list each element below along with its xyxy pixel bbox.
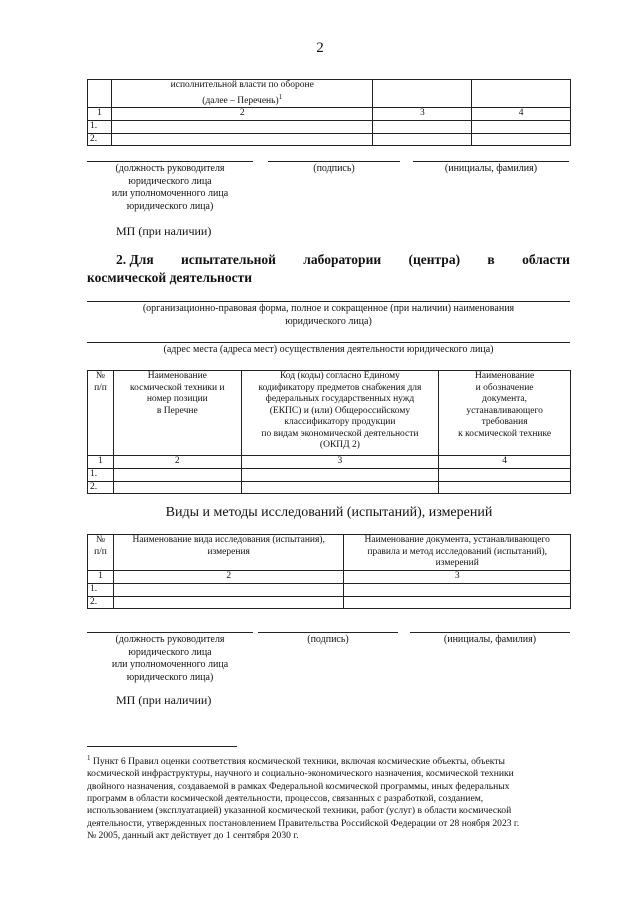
org-name-line (87, 301, 570, 302)
position-caption: (должность руководителя юридического лица или уполномоченного лица юридического лица) (111, 634, 229, 683)
name-caption: (инициалы, фамилия) (444, 163, 538, 174)
signature-caption: (подпись) (313, 163, 355, 174)
header-cell: № п/п (88, 371, 114, 456)
name-caption: (инициалы, фамилия) (443, 634, 537, 645)
table-row (88, 456, 571, 469)
name-line (410, 632, 570, 633)
table-row (88, 121, 571, 134)
table-cell: 1 (88, 571, 114, 584)
section-heading: 2. Для испытательной лаборатории (центра) в области (116, 252, 570, 267)
table-cell: 1. (88, 469, 114, 482)
table-cell: 2 (113, 456, 241, 469)
table-cell: исполнительной власти по обороне (далее – Перечень)$^1$ (111, 80, 372, 108)
table-row (88, 108, 571, 121)
equipment-table (87, 370, 571, 494)
header-cell: Код (коды) согласно Единому кодификатору предметов снабжения для федеральных государственных нужд (ЕКПС) и (или) Общероссийскому классификатору продукции по видам экономической деятельности (ОКПД 2) (241, 371, 439, 456)
footnote-marker: 1 (87, 754, 91, 762)
table-row (88, 481, 571, 494)
header-cell: Наименование и обозначение документа, устанавливающего требования к космической технике (439, 371, 571, 456)
section-heading-cont: космической деятельности (87, 270, 252, 285)
signature-caption: (подпись) (307, 634, 349, 645)
table-header-row (88, 371, 571, 456)
table-cell: 3 (344, 571, 571, 584)
footnote-separator (87, 746, 237, 747)
table-cell: 1. (88, 121, 112, 134)
header-cell: Наименование документа, устанавливающего правила и метод исследований (испытаний), измерений (344, 535, 571, 571)
position-line (87, 161, 253, 162)
table-cell: 1 (88, 456, 114, 469)
table-row (88, 80, 571, 108)
top-continuation-table (87, 79, 571, 146)
table-cell: 1. (88, 584, 114, 597)
table-row (88, 133, 571, 146)
signature-line (258, 632, 398, 633)
page-number: 2 (316, 40, 324, 56)
methods-table (87, 534, 571, 609)
table-cell: 2 (111, 108, 372, 121)
table-cell: 3 (241, 456, 439, 469)
table-row (88, 571, 571, 584)
table-cell: 2. (88, 133, 112, 146)
table-cell: 4 (439, 456, 571, 469)
footnote-marker: 1 (278, 92, 283, 101)
footnote: $^1$ Пункт 6 Правил оценки соответствия космической техники, включая космические объекты, объекты космической инфраструктуры, научного и социально-экономического назначения, космической техники двойного назначения, создаваемой в рамках Федеральной космической программы, иных федеральных программ в области космической деятельности, процессов, связанных с разработкой, созданием, использованием (эксплуатацией) указанной космической техники, работ (услуг) в области космической деятельности, утвержденных постановлением Правительства Российской Федерации от 28 ноября 2023 г. № 2005, данный акт действует до 1 сентября 2030 г. (87, 754, 520, 841)
table-row (88, 584, 571, 597)
table-cell: 4 (472, 108, 571, 121)
name-line (413, 161, 569, 162)
address-line (87, 342, 570, 343)
header-cell: Наименование космической техники и номер позиции в Перечне (113, 371, 241, 456)
stamp-place-label: МП (при наличии) (116, 224, 212, 238)
table-row (88, 469, 571, 482)
table-cell: 1 (88, 108, 112, 121)
position-line (87, 632, 253, 633)
table-cell: 3 (373, 108, 472, 121)
table-cell: 2. (88, 481, 114, 494)
position-caption: (должность руководителя юридического лица или уполномоченного лица юридического лица) (111, 163, 229, 212)
table-row (88, 596, 571, 609)
subheading: Виды и методы исследований (испытаний), измерений (165, 505, 493, 520)
header-cell: Наименование вида исследования (испытания), измерения (113, 535, 343, 571)
table-cell: 2. (88, 596, 114, 609)
stamp-place-label: МП (при наличии) (116, 693, 212, 707)
header-cell: № п/п (88, 535, 114, 571)
signature-line (268, 161, 400, 162)
org-name-caption: (организационно-правовая форма, полное и сокращенное (при наличии) наименования юридического лица) (142, 303, 515, 327)
table-header-row (88, 535, 571, 571)
address-caption: (адрес места (адреса мест) осуществления деятельности юридического лица) (163, 344, 494, 355)
table-cell: 2 (113, 571, 343, 584)
